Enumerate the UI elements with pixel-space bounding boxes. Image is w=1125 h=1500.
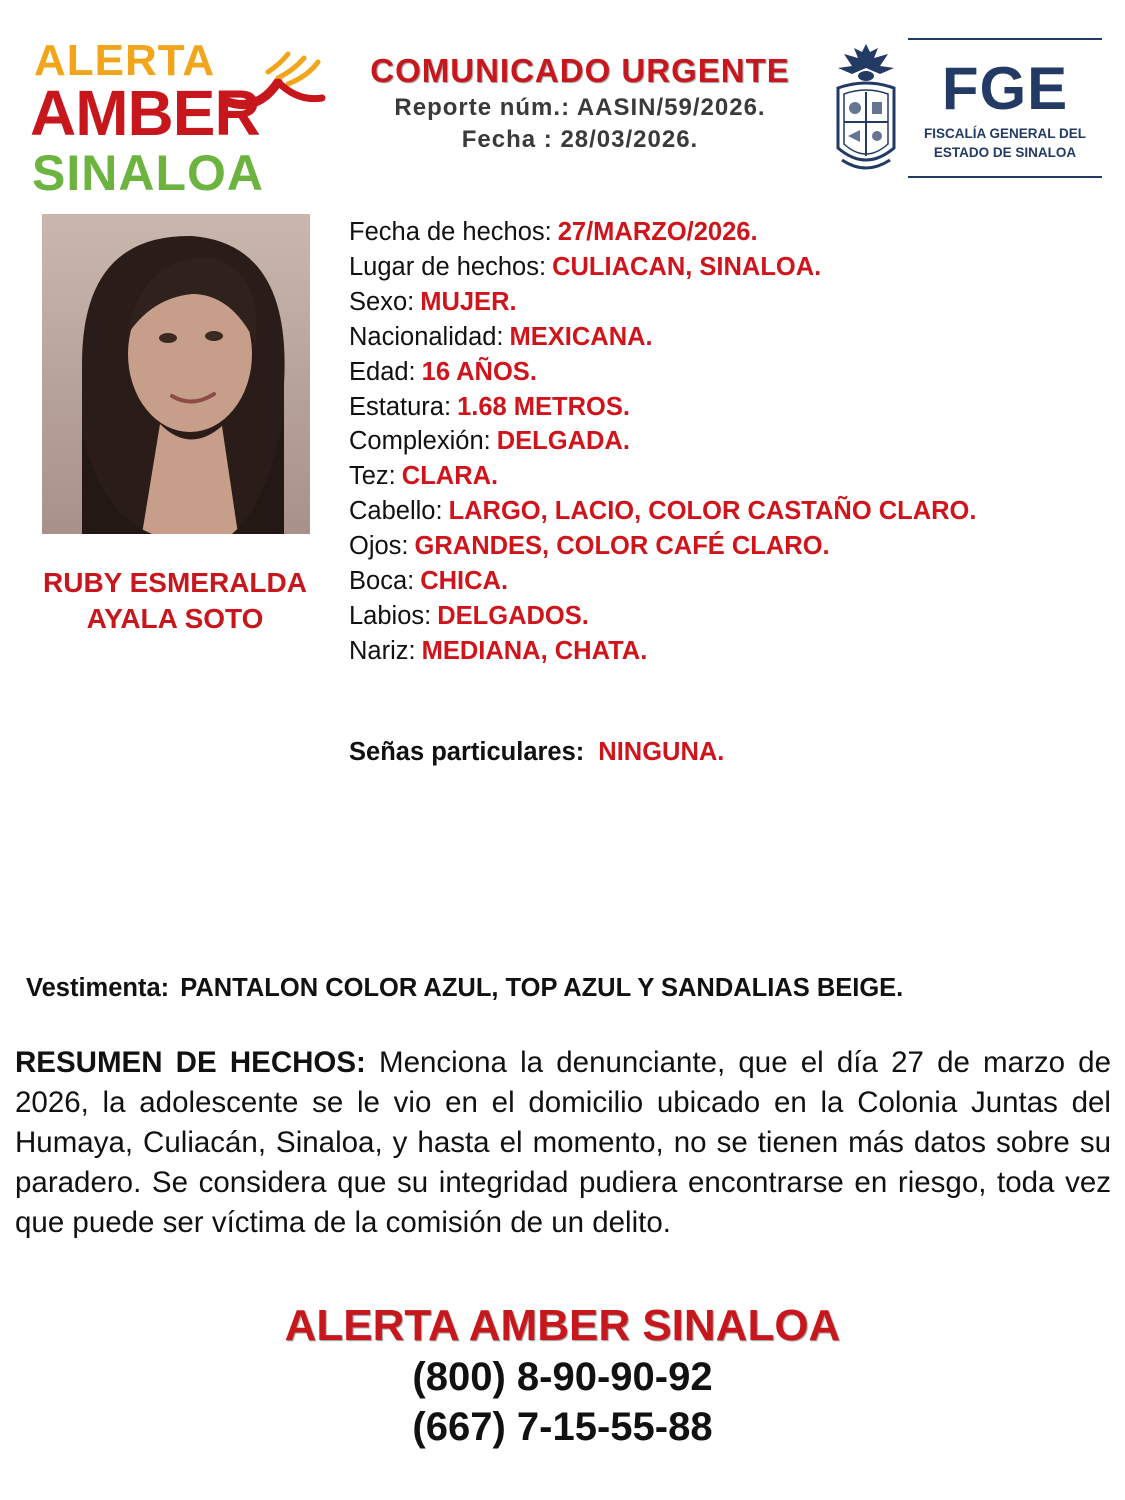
detail-row — [349, 599, 1109, 634]
missing-person-photo — [42, 214, 310, 534]
missing-person-name — [14, 565, 336, 637]
detail-value: MEXICANA. — [509, 322, 653, 351]
distinguishing-marks — [349, 738, 724, 767]
alerta-amber-logo — [28, 36, 328, 201]
fge-agency-line2: ESTADO DE SINALOA — [933, 145, 1077, 160]
report-number: Reporte núm.: AASIN/59/2026. — [394, 94, 766, 121]
detail-row — [349, 355, 1109, 390]
detail-value: CLARA. — [401, 462, 499, 491]
detail-value: 27/MARZO/2026. — [557, 218, 758, 246]
detail-value: CHICA. — [420, 567, 509, 596]
signal-waves-icon — [218, 42, 328, 132]
detail-row — [349, 320, 1109, 355]
detail-row — [349, 494, 1109, 529]
distinguishing-marks-value: NINGUNA. — [598, 738, 725, 766]
detail-label: Estatura: — [349, 392, 452, 421]
detail-value: MUJER. — [420, 287, 517, 316]
detail-row — [349, 285, 1109, 320]
summary-label: RESUMEN DE HECHOS: — [15, 1046, 366, 1079]
detail-row — [349, 459, 1109, 494]
detail-value: 1.68 METROS. — [457, 392, 630, 421]
detail-row — [349, 529, 1109, 564]
clothing-value: PANTALON COLOR AZUL, TOP AZUL Y SANDALIAS BEIGE. — [180, 974, 904, 1002]
detail-label: Sexo: — [349, 287, 415, 316]
distinguishing-marks-label: Señas particulares: — [349, 738, 585, 766]
footer-contact — [0, 1300, 1125, 1452]
detail-label: Complexión: — [349, 427, 491, 456]
logo-word-alerta: ALERTA — [34, 36, 216, 85]
phone-number-2: (667) 7-15-55-88 — [412, 1405, 713, 1449]
detail-label: Boca: — [349, 567, 415, 596]
phone-number-1: (800) 8-90-90-92 — [412, 1355, 713, 1399]
details-list — [349, 215, 1109, 669]
header-center — [330, 52, 830, 154]
detail-row — [349, 634, 1109, 669]
footer-title: ALERTA AMBER SINALOA — [284, 1301, 841, 1350]
detail-label: Nacionalidad: — [349, 322, 504, 351]
detail-value: LARGO, LACIO, COLOR CASTAÑO CLARO. — [448, 497, 977, 526]
fge-agency-line1: FISCALÍA GENERAL DEL — [923, 126, 1086, 141]
detail-row — [349, 215, 1109, 250]
detail-value: DELGADOS. — [437, 601, 589, 630]
name-line1: RUBY ESMERALDA — [43, 567, 307, 598]
detail-row — [349, 564, 1109, 599]
detail-label: Nariz: — [349, 636, 416, 665]
fge-top-rule — [908, 38, 1102, 40]
name-line2: AYALA SOTO — [86, 603, 264, 634]
detail-label: Edad: — [349, 357, 416, 386]
detail-value: GRANDES, COLOR CAFÉ CLARO. — [414, 532, 830, 561]
detail-value: DELGADA. — [496, 427, 630, 456]
detail-value: CULIACAN, SINALOA. — [552, 252, 822, 281]
portrait-image — [42, 214, 310, 534]
summary-text: Menciona la denunciante, que el día 27 de marzo de 2026, la adolescente se le vio en el domicilio ubicado en la Colonia Juntas del Humaya, Culiacán, Sinaloa, y hasta el momento, no se tienen más datos sobre su paradero. Se considera que su integridad pudiera encontrarse en riesgo, toda vez que puede ser víctima de la comisión de un delito. — [15, 1046, 1111, 1239]
detail-label: Lugar de hechos: — [349, 252, 547, 281]
detail-value: MEDIANA, CHATA. — [421, 636, 648, 665]
clothing — [26, 974, 903, 1003]
bulletin-title: COMUNICADO URGENTE — [370, 52, 790, 89]
clothing-label: Vestimenta: — [26, 974, 170, 1002]
detail-row — [349, 390, 1109, 425]
fge-agency-name — [908, 124, 1102, 162]
detail-label: Cabello: — [349, 497, 443, 526]
detail-value: 16 AÑOS. — [421, 357, 537, 386]
fge-logo — [908, 38, 1102, 178]
logo-word-sinaloa: SINALOA — [32, 145, 264, 201]
detail-label: Ojos: — [349, 532, 409, 561]
summary-of-facts — [15, 1043, 1111, 1243]
detail-label: Fecha de hechos: — [349, 218, 552, 246]
state-seal-emblem — [832, 38, 900, 176]
detail-label: Labios: — [349, 601, 432, 630]
fge-bottom-rule — [908, 176, 1102, 178]
detail-row — [349, 424, 1109, 459]
detail-label: Tez: — [349, 462, 396, 491]
detail-row — [349, 250, 1109, 285]
logo-word-amber: AMBER — [30, 77, 260, 149]
bulletin-date: Fecha : 28/03/2026. — [461, 126, 699, 153]
fge-acronym: FGE — [941, 55, 1069, 122]
